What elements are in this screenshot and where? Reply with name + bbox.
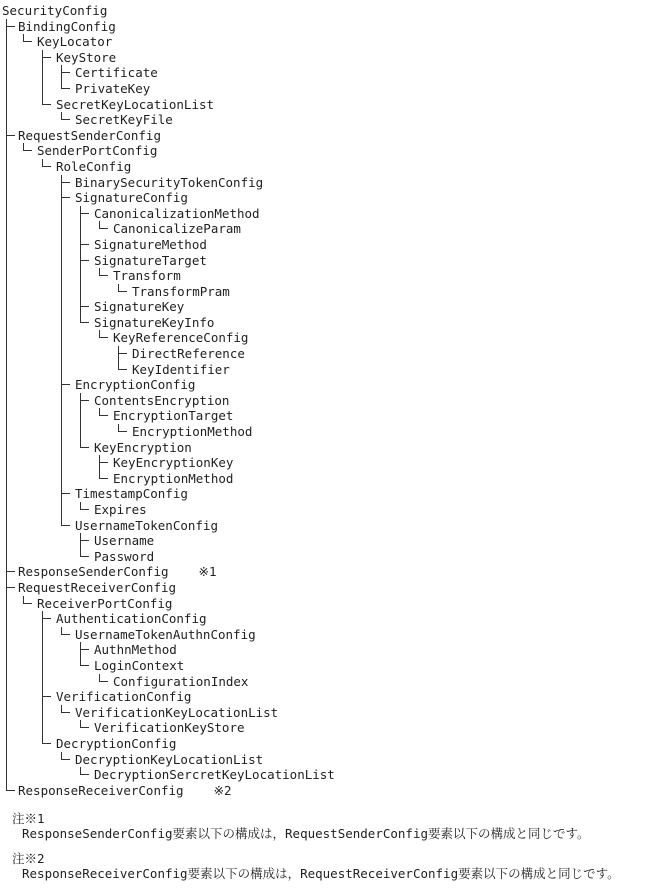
tree-children — [94, 330, 653, 377]
tree-node — [94, 549, 653, 565]
tree-children — [56, 65, 653, 96]
tree-children — [75, 393, 653, 487]
tree-node — [94, 440, 653, 487]
tree-node-label: LoginContext — [94, 657, 185, 673]
tree-node — [56, 736, 653, 783]
tree-node-label: EncryptionTarget — [113, 408, 234, 424]
tree-node — [18, 19, 653, 128]
tree-node-label: SignatureTarget — [94, 252, 207, 268]
tree-node-label: TimestampConfig — [75, 486, 188, 502]
tree-node-label: PrivateKey — [75, 80, 151, 96]
tree-node-label: Expires — [94, 502, 147, 517]
tree-children — [2, 19, 653, 799]
tree-node — [94, 206, 653, 237]
tree-children — [75, 642, 653, 689]
tree-node-label: Transform — [113, 268, 181, 284]
tree-children — [75, 502, 653, 518]
tree-node-label: VerificationConfig — [56, 689, 192, 705]
tree-node-label: RoleConfig — [56, 158, 132, 174]
tree-children — [94, 455, 653, 486]
tree-node — [113, 471, 653, 487]
ref-marker: ※2 — [213, 782, 232, 798]
tree-node — [75, 486, 653, 517]
tree-node-label: ConfigurationIndex — [113, 673, 249, 689]
tree-node-label: BindingConfig — [18, 18, 116, 34]
tree-node — [18, 564, 653, 580]
tree-children — [37, 50, 653, 128]
tree-node — [56, 689, 653, 736]
tree-node — [94, 299, 653, 315]
tree-node-label: KeyReferenceConfig — [113, 330, 249, 346]
tree-node — [37, 34, 653, 128]
note-head: 注※2 — [12, 851, 45, 867]
tree-node-label: RequestReceiverConfig — [18, 579, 177, 595]
tree-node-label: ResponseReceiverConfig — [18, 782, 184, 798]
tree-children — [56, 705, 653, 736]
tree-node — [18, 580, 653, 783]
tree-node — [113, 221, 653, 237]
ref-marker: ※1 — [198, 564, 217, 580]
tree-node-label: CanonicalizationMethod — [94, 205, 260, 221]
tree-node — [75, 81, 653, 97]
tree-node — [94, 720, 653, 736]
tree-node — [113, 330, 653, 377]
tree-node — [56, 611, 653, 689]
tree-node — [75, 112, 653, 128]
note-body: ResponseSenderConfig要素以下の構成は，RequestSenderConfig要素以下の構成と同じです。 — [22, 826, 590, 842]
tree-children — [18, 34, 653, 128]
tree-node — [113, 268, 653, 299]
tree-node — [75, 377, 653, 486]
tree-root — [2, 3, 653, 798]
tree-node-label: VerificationKeyLocationList — [75, 704, 279, 720]
tree-children — [56, 627, 653, 689]
tree-children — [113, 424, 653, 440]
tree-children — [113, 284, 653, 300]
tree-node-label: UsernameTokenConfig — [75, 517, 218, 533]
tree-node-label: EncryptionMethod — [132, 424, 253, 440]
note-body: ResponseReceiverConfig要素以下の構成は，RequestReceiverConfig要素以下の構成と同じです。 — [22, 866, 620, 882]
tree-node — [113, 408, 653, 439]
tree-node — [2, 3, 653, 798]
tree-node — [94, 315, 653, 377]
tree-children — [37, 611, 653, 783]
tree-node — [94, 502, 653, 518]
tree-node-label: UsernameTokenAuthnConfig — [75, 626, 256, 642]
tree-children — [75, 720, 653, 736]
tree-node — [132, 284, 653, 300]
tree-node-label: Username — [94, 533, 155, 549]
tree-node — [75, 752, 653, 783]
tree-node-label: EncryptionConfig — [75, 377, 196, 393]
tree-children — [18, 143, 653, 564]
tree-node — [113, 674, 653, 690]
notes — [0, 811, 653, 881]
tree-children — [113, 346, 653, 377]
tree-children — [56, 112, 653, 128]
tree-node — [37, 596, 653, 783]
tree-node — [94, 253, 653, 300]
tree-node-label: DecryptionSercretKeyLocationList — [94, 767, 335, 783]
tree-node-label: TransformPram — [132, 283, 230, 299]
tree-children — [75, 533, 653, 564]
tree-node-label: DirectReference — [132, 346, 245, 362]
tree-node-label: SecretKeyLocationList — [56, 96, 215, 112]
tree-node — [132, 424, 653, 440]
tree-node-label: AuthenticationConfig — [56, 611, 207, 627]
tree-node-label: KeyEncryption — [94, 439, 192, 455]
tree-children — [75, 206, 653, 378]
tree-node — [75, 65, 653, 81]
tree-node — [75, 518, 653, 565]
tree-children — [75, 767, 653, 783]
tree-node — [37, 143, 653, 564]
tree-node — [56, 97, 653, 128]
tree-node — [94, 533, 653, 549]
tree-node-label: KeyLocator — [37, 34, 113, 50]
note-head: 注※1 — [12, 811, 45, 827]
note — [12, 811, 653, 841]
tree-node-label: SecurityConfig — [2, 3, 108, 18]
tree-node-label: KeyIdentifier — [132, 361, 230, 377]
tree-node — [56, 50, 653, 97]
tree-node-label: SignatureMethod — [94, 236, 207, 252]
tree-node-label: KeyStore — [56, 49, 117, 65]
tree-node — [56, 159, 653, 564]
tree-children — [56, 752, 653, 783]
tree-node-label: EncryptionMethod — [113, 470, 234, 486]
tree-node-label: VerificationKeyStore — [94, 720, 245, 736]
tree-node-label: CanonicalizeParam — [113, 221, 241, 237]
tree-node — [94, 642, 653, 658]
tree-node-label: KeyEncryptionKey — [113, 455, 234, 471]
tree-node-label: DecryptionKeyLocationList — [75, 751, 264, 767]
tree-node — [94, 658, 653, 689]
tree-children — [56, 175, 653, 565]
tree-node — [94, 237, 653, 253]
note — [12, 851, 653, 881]
tree-node — [18, 128, 653, 565]
tree-node-label: SignatureConfig — [75, 190, 188, 206]
tree-children — [37, 159, 653, 564]
tree-node-label: ReceiverPortConfig — [37, 595, 173, 611]
tree-node — [94, 393, 653, 440]
tree-children — [94, 221, 653, 237]
tree-node-label: Password — [94, 548, 155, 564]
tree-node — [75, 190, 653, 377]
tree-node-label: ContentsEncryption — [94, 392, 230, 408]
tree-node-label: BinarySecurityTokenConfig — [75, 174, 264, 190]
tree-children — [18, 596, 653, 783]
tree-node-label: SenderPortConfig — [37, 143, 158, 159]
tree-node-label: Certificate — [75, 65, 158, 81]
tree-node-label: SignatureKeyInfo — [94, 314, 215, 330]
tree-node — [75, 175, 653, 191]
tree-node-label: ResponseSenderConfig — [18, 564, 169, 580]
tree-node-label: SecretKeyFile — [75, 112, 173, 128]
tree-children — [94, 674, 653, 690]
tree-node-label: AuthnMethod — [94, 642, 177, 658]
tree-node — [75, 705, 653, 736]
tree-children — [94, 268, 653, 299]
tree-node — [75, 627, 653, 689]
tree-node — [132, 362, 653, 378]
tree-children — [94, 408, 653, 439]
tree-node-label: RequestSenderConfig — [18, 127, 161, 143]
tree-node — [113, 455, 653, 471]
tree-node — [18, 783, 653, 799]
tree-node-label: DecryptionConfig — [56, 735, 177, 751]
tree-node-label: SignatureKey — [94, 299, 185, 315]
tree-node — [132, 346, 653, 362]
tree-node — [94, 767, 653, 783]
